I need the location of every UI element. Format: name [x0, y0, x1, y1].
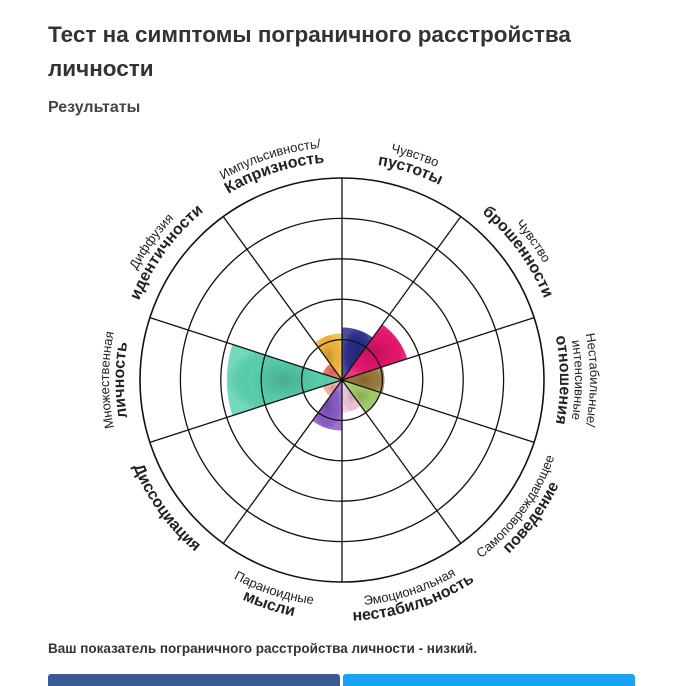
spoke-4	[342, 380, 534, 442]
wheel-label-text: Нестабильные/	[582, 331, 603, 429]
results-heading: Результаты	[48, 99, 141, 116]
wheel-label-text: Самоповреждающее	[473, 452, 558, 561]
page-title: Тест на симптомы пограничного расстройства личности	[48, 22, 571, 81]
result-summary-text: Ваш показатель пограничного расстройства личности - низкий.	[48, 641, 478, 656]
wheel-label-text: брошенности	[479, 202, 557, 301]
wheel-label-text: Капризность	[221, 149, 325, 198]
wheel-label-text: Эмоциональная	[362, 564, 458, 608]
wheel-label-text: поведение	[499, 479, 563, 557]
wheel-label-text: идентичности	[126, 201, 207, 303]
wheel-label-text: пустоты	[376, 152, 446, 189]
wheel-label-text: нестабильность	[352, 570, 477, 625]
wheel-label-text: Параноидные	[232, 567, 315, 608]
wheel-label-3	[552, 334, 573, 426]
wheel-label-text: Множественная	[96, 329, 117, 430]
wheel-label-text: Диффузия	[125, 210, 177, 272]
wheel-label-text: Диссоциация	[129, 461, 204, 555]
wheel-label-text: отношения	[551, 334, 574, 426]
wheel-label-text: интенсивные	[568, 338, 588, 422]
wheel-label-text: личность	[110, 340, 132, 420]
wheel-label-text: Импульсивность/	[216, 136, 322, 183]
share-facebook-button[interactable]	[48, 674, 340, 686]
wheel-label-8	[111, 340, 131, 419]
wheel-spokes	[150, 178, 534, 582]
wheel-label-text: мысли	[240, 587, 297, 621]
spoke-5	[342, 380, 461, 543]
share-twitter-button[interactable]	[343, 674, 635, 686]
wheel-label-text: Чувство	[513, 216, 555, 265]
wheel-label-text: Чувство	[389, 140, 442, 170]
wheel-label-7	[129, 461, 203, 555]
